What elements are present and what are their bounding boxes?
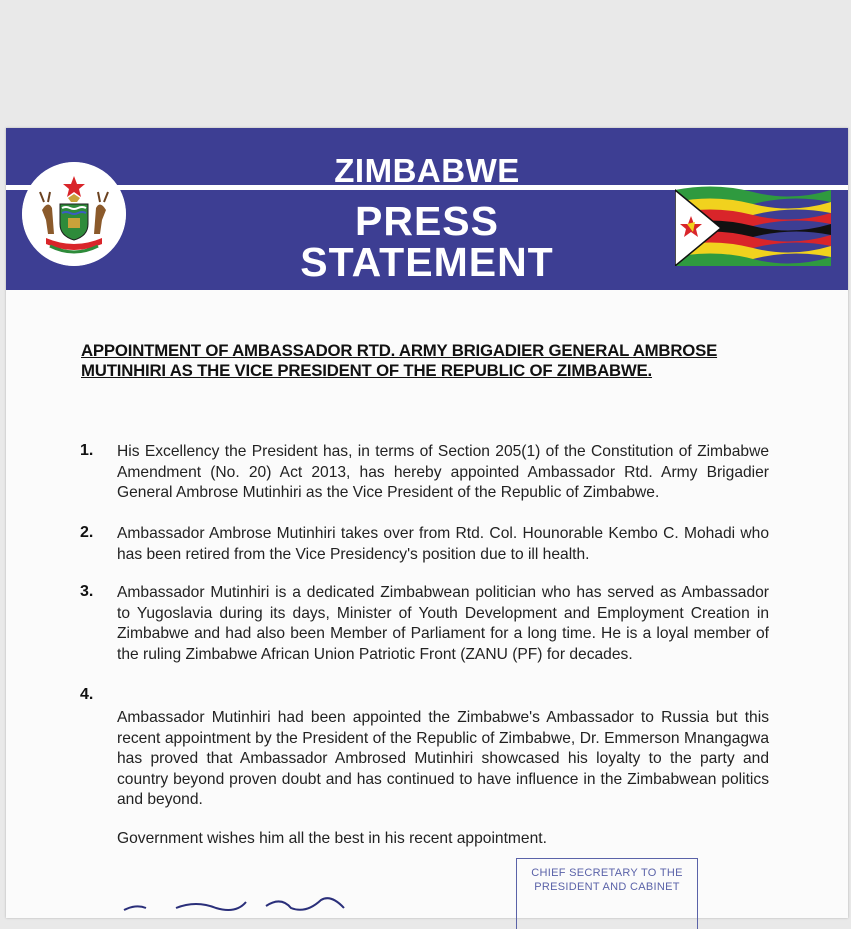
- item-text: Ambassador Mutinhiri is a dedicated Zimbabwean politician who has served as Ambassador to Yugoslavia during its days, Minister of Youth Development and Employment Creation in Zimbabwe and had also been Member of Parliament for a long time. He is a loyal member of the ruling Zimbabwe African Union Patriotic Front (ZANU (PF) for decades.: [117, 584, 769, 663]
- item-number: 1.: [80, 442, 94, 459]
- item-number: 4.: [80, 686, 94, 703]
- stamp-line-2: PRESIDENT AND CABINET: [534, 881, 680, 893]
- item-text: Ambassador Mutinhiri had been appointed the Zimbabwe's Ambassador to Russia but this recent appointment by the President of the Republic of Zimbabwe, Dr. Emmerson Mnangagwa has proved that Ambassador Ambrosed Mutinhiri showcased his loyalty to the party and country beyond proven doubt and has continued to have influence in the Zimbabwean politics and beyond.: [117, 709, 769, 808]
- item-number: 3.: [80, 583, 94, 600]
- item-text: His Excellency the President has, in terms of Section 205(1) of the Constitution of Zimbabwe Amendment (No. 20) Act 2013, has hereby appointed Ambassador Rtd. Army Brigadier General Ambrose Mutinhiri as the Vice President of the Republic of Zimbabwe.: [117, 443, 769, 501]
- item-number: 2.: [80, 524, 94, 541]
- headline-line-2: MUTINHIRI AS THE VICE PRESIDENT OF THE REPUBLIC OF ZIMBABWE.: [81, 361, 653, 380]
- official-stamp: [516, 858, 698, 929]
- item-text: Ambassador Ambrose Mutinhiri takes over from Rtd. Col. Hounorable Kembo C. Mohadi who has been retired from the Vice Presidency's position due to ill health.: [117, 525, 769, 563]
- country-title: ZIMBABWE: [334, 152, 520, 189]
- press-statement-page: [6, 128, 848, 918]
- press-title: PRESS: [355, 198, 499, 244]
- headline-line-1: APPOINTMENT OF AMBASSADOR RTD. ARMY BRIGADIER GENERAL AMBROSE: [81, 341, 718, 360]
- signature: [116, 878, 396, 918]
- statement-title: STATEMENT: [300, 239, 554, 285]
- zimbabwe-flag-icon: [675, 186, 831, 266]
- stamp-line-1: CHIEF SECRETARY TO THE: [531, 867, 683, 879]
- coat-of-arms-icon: [22, 162, 126, 266]
- header-banner: [6, 128, 848, 290]
- closing-remark: Government wishes him all the best in his recent appointment.: [117, 830, 547, 847]
- headline: [81, 341, 801, 381]
